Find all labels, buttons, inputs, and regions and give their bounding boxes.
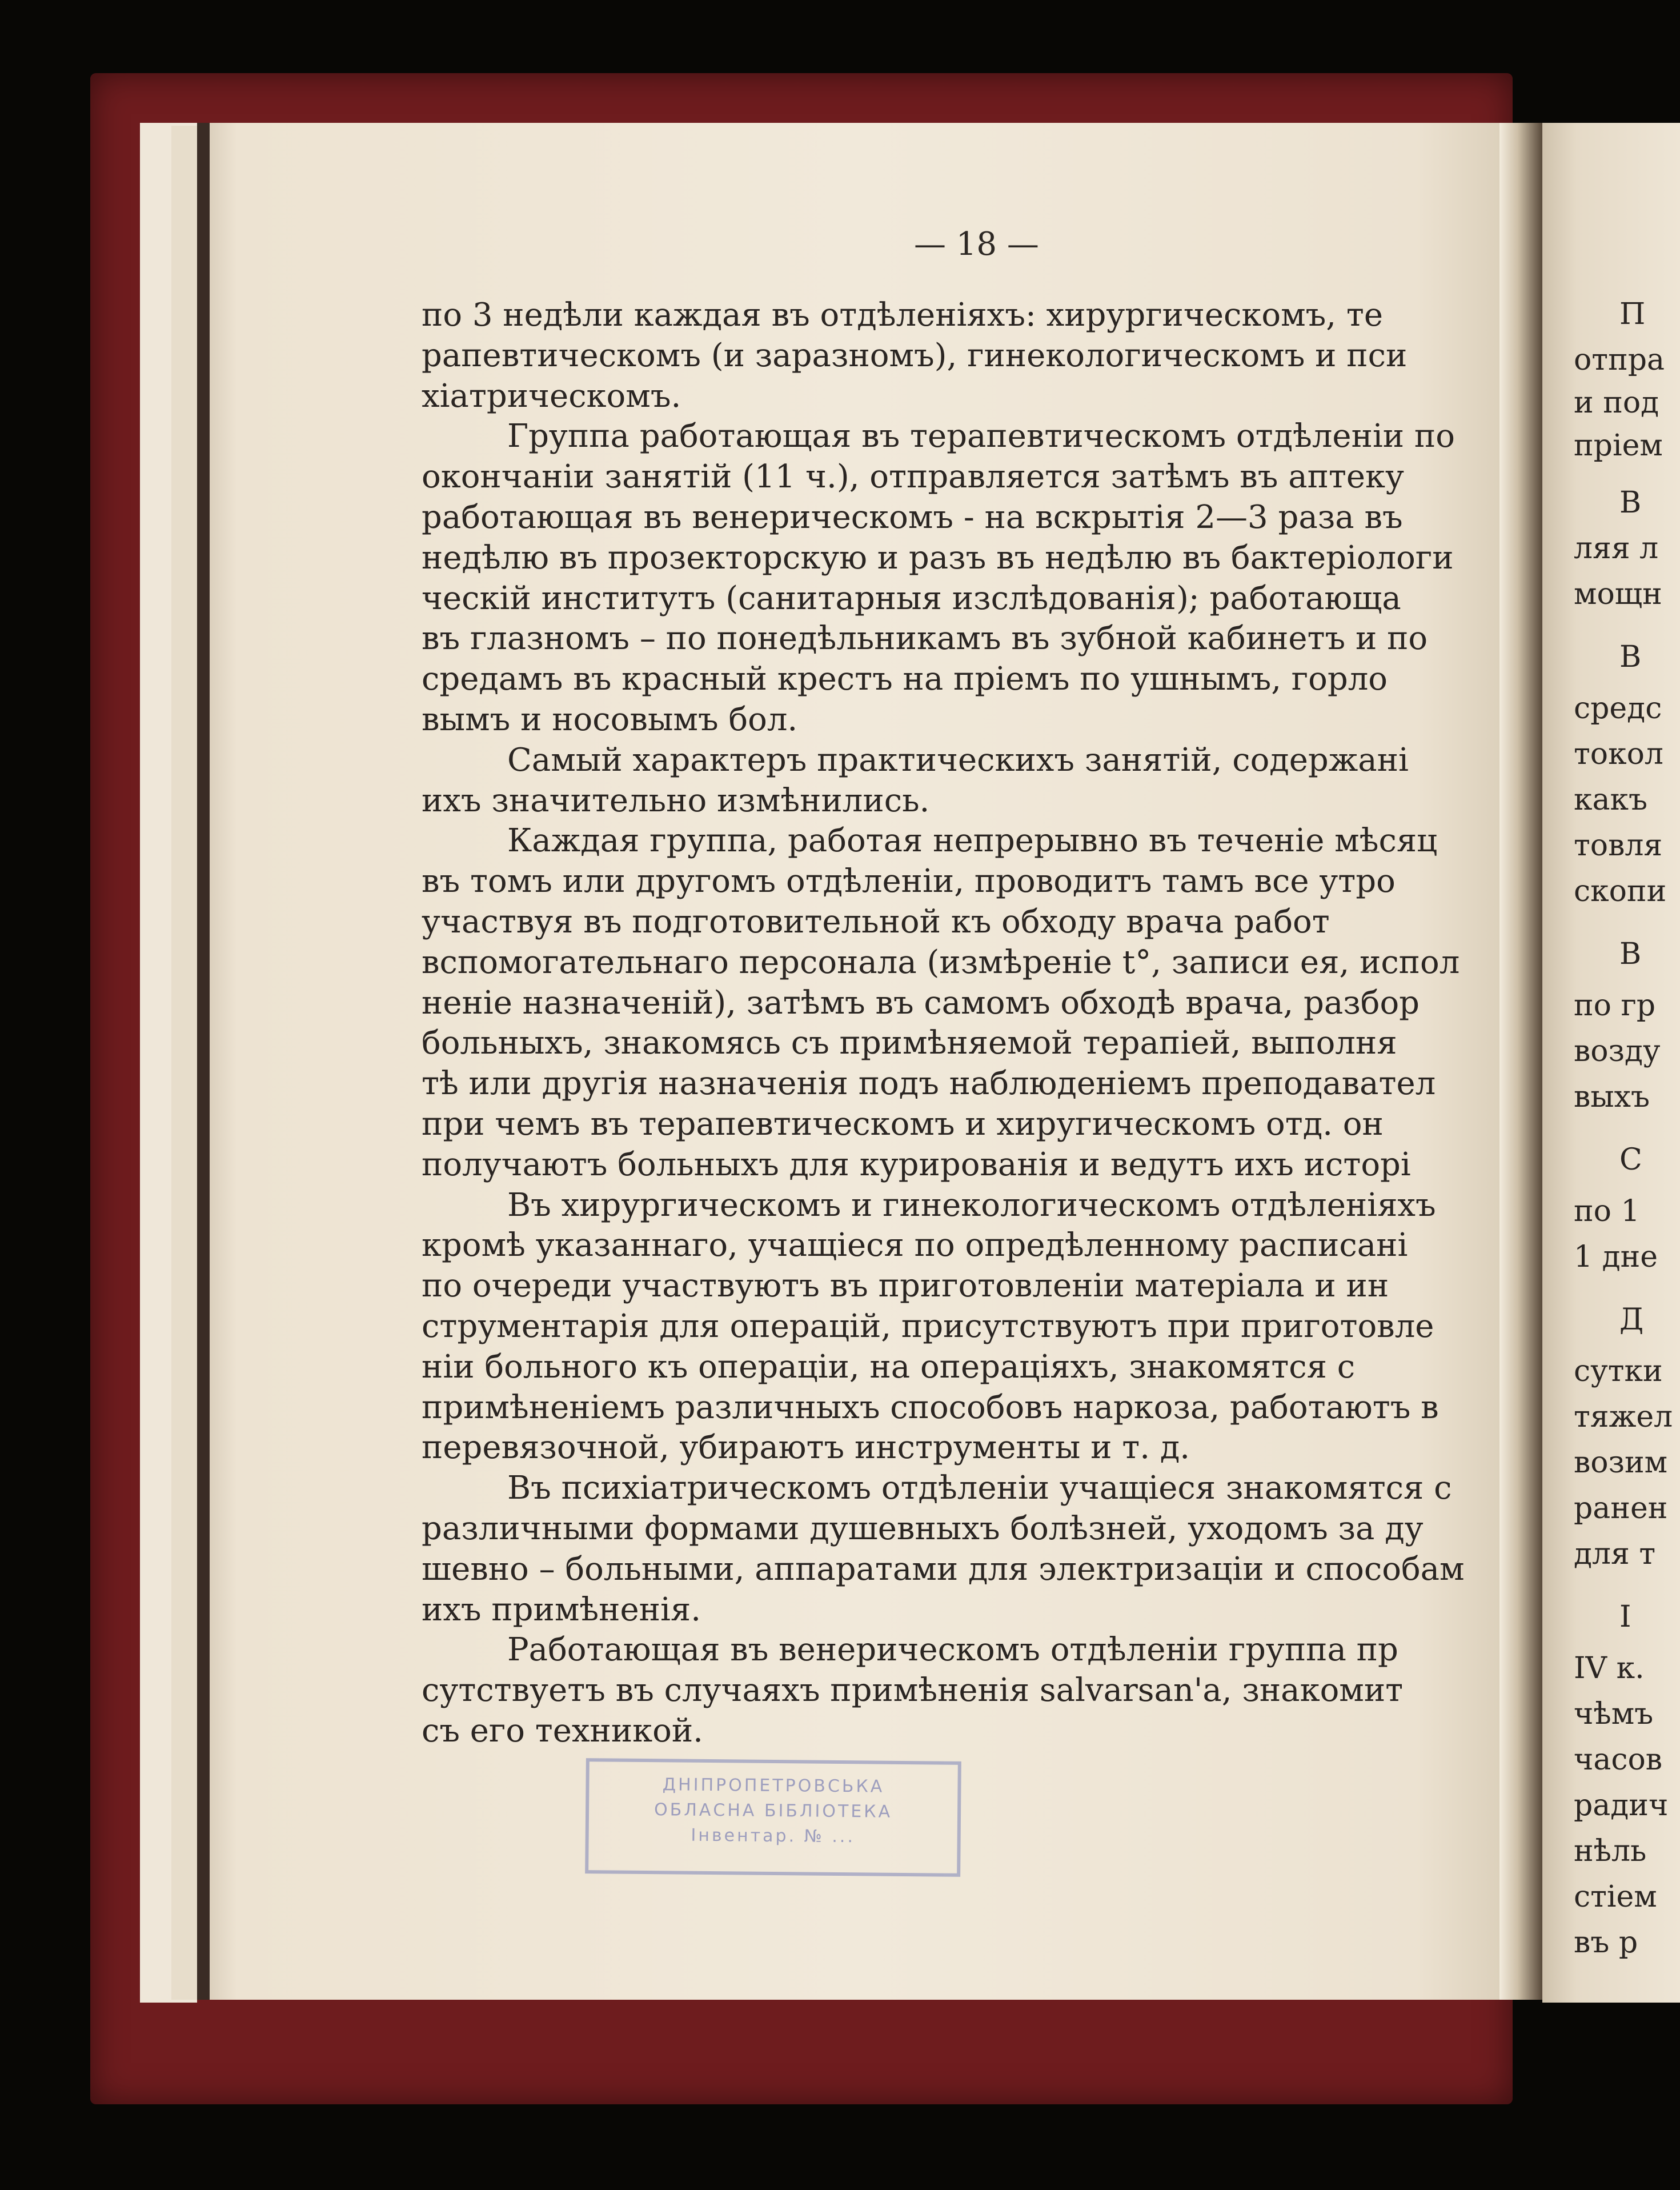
right-page-fragment: отпра bbox=[1574, 343, 1665, 377]
text-line: недѣлю въ прозекторскую и разъ въ недѣлю въ бактерiологи bbox=[422, 539, 1454, 576]
right-page-fragment: въ р bbox=[1574, 1925, 1638, 1960]
main-text-block bbox=[422, 297, 1507, 1754]
right-page-fragment: средс bbox=[1574, 691, 1662, 726]
text-line: съ его техникой. bbox=[422, 1712, 703, 1749]
text-line: Работающая въ венерическомъ отдѣленiи группа пр bbox=[507, 1631, 1398, 1669]
right-page-fragment: I bbox=[1619, 1600, 1631, 1634]
page-number: — 18 — bbox=[914, 226, 1039, 263]
text-line: Каждая группа, работая непрерывно въ теченiе мѣсяц bbox=[507, 822, 1438, 860]
right-page-fragment: и под bbox=[1574, 386, 1659, 420]
text-line: ческiй институтъ (санитарныя изслѣдованiя); работающа bbox=[422, 579, 1401, 617]
text-line: ненiе назначенiй), затѣмъ въ самомъ обходѣ врача, разбор bbox=[422, 984, 1420, 1022]
right-page-fragment: товля bbox=[1574, 828, 1663, 863]
text-line: перевязочной, убираютъ инструменты и т. д. bbox=[422, 1429, 1190, 1467]
right-page-text bbox=[1574, 297, 1680, 1960]
right-page-fragment: ранен bbox=[1574, 1491, 1668, 1526]
text-line: при чемъ въ терапевтическомъ и хиругическомъ отд. он bbox=[422, 1106, 1384, 1143]
page-stack-edge-inner bbox=[171, 126, 197, 2000]
text-line: струментарiя для операцiй, присутствуютъ при приготовле bbox=[422, 1308, 1434, 1345]
right-page-fragment: по гр bbox=[1574, 988, 1656, 1023]
right-page-fragment: IV к. bbox=[1574, 1651, 1645, 1685]
right-page-fragment: С bbox=[1619, 1143, 1642, 1177]
right-page-fragment: возду bbox=[1574, 1034, 1661, 1068]
text-line: вспомогательнаго персонала (измѣренiе t°, записи ея, испол bbox=[422, 943, 1460, 981]
text-line: ихъ примѣненiя. bbox=[422, 1591, 701, 1628]
text-line: рапевтическомъ (и заразномъ), гинекологическомъ и пси bbox=[422, 337, 1408, 374]
right-page-fragment: В bbox=[1619, 640, 1642, 674]
text-line: Въ хирургическомъ и гинекологическомъ отдѣленiяхъ bbox=[507, 1186, 1436, 1224]
text-line: тѣ или другiя назначенiя подъ наблюденiемъ преподавател bbox=[422, 1065, 1436, 1103]
right-page-fragment: часов bbox=[1574, 1743, 1663, 1777]
right-page-fragment: сутки bbox=[1574, 1354, 1663, 1388]
right-page-fragment: токол bbox=[1574, 737, 1663, 771]
text-line: нiи больного къ операцiи, на операцiяхъ, знакомятся с bbox=[422, 1348, 1356, 1386]
stamp-text-line: ДНIПРОПЕТРОВСЬКА bbox=[662, 1775, 885, 1797]
text-line: получаютъ больныхъ для курированiя и ведутъ ихъ исторi bbox=[422, 1146, 1411, 1183]
right-page-fragment: для т bbox=[1574, 1537, 1656, 1571]
text-line: ихъ значительно измѣнились. bbox=[422, 782, 930, 819]
text-line: окончанiи занятiй (11 ч.), отправляется затѣмъ въ аптеку bbox=[422, 458, 1405, 496]
text-line: по очереди участвуютъ въ приготовленiи матерiала и ин bbox=[422, 1267, 1389, 1305]
stamp-text-line: Iнвентар. № ... bbox=[691, 1825, 856, 1847]
text-line: больныхъ, знакомясь съ примѣняемой терапiей, выполня bbox=[422, 1024, 1397, 1062]
right-page-fragment: скопи bbox=[1574, 874, 1667, 908]
right-page-fragment: В bbox=[1619, 486, 1642, 520]
right-page-fragment: нѣль bbox=[1574, 1834, 1647, 1868]
text-line: Группа работающая въ терапевтическомъ отдѣленiи по bbox=[507, 418, 1455, 455]
text-line: хiатрическомъ. bbox=[422, 377, 681, 415]
right-page-fragment: какъ bbox=[1574, 783, 1648, 817]
right-page-fragment: выхъ bbox=[1574, 1080, 1650, 1114]
text-line: сутствуетъ въ случаяхъ примѣненiя salvarsan'a, знакомит bbox=[422, 1672, 1404, 1709]
right-page-fragment: мощн bbox=[1574, 577, 1662, 611]
text-line: шевно – больными, аппаратами для электризацiи и способам bbox=[422, 1550, 1465, 1588]
text-line: различными формами душевныхъ болѣзней, уходомъ за ду bbox=[422, 1510, 1424, 1547]
text-line: примѣненiемъ различныхъ способовъ наркоза, работаютъ в bbox=[422, 1388, 1439, 1426]
right-page-fragment: чѣмъ bbox=[1574, 1697, 1654, 1731]
stamp-text-line: ОБЛАСНА БIБЛIОТЕКА bbox=[653, 1800, 893, 1822]
text-line: Въ психiатрическомъ отдѣленiи учащiеся знакомятся с bbox=[507, 1470, 1452, 1507]
text-line: вымъ и носовымъ бол. bbox=[422, 701, 798, 738]
right-page-fragment: тяжел bbox=[1574, 1400, 1673, 1434]
right-page-fragment: стiем bbox=[1574, 1880, 1657, 1914]
right-page-fragment: прiем bbox=[1574, 429, 1663, 463]
text-line: участвуя въ подготовительной къ обходу врача работ bbox=[422, 903, 1330, 940]
text-line: Самый характеръ практическихъ занятiй, содержанi bbox=[507, 741, 1409, 779]
right-page-fragment: ляя л bbox=[1574, 531, 1659, 566]
right-page-fragment: В bbox=[1619, 937, 1642, 971]
right-page-fragment: по 1 bbox=[1574, 1194, 1640, 1228]
right-page-fragment: возим bbox=[1574, 1446, 1668, 1480]
text-line: въ томъ или другомъ отдѣленiи, проводитъ тамъ все утро bbox=[422, 863, 1396, 900]
right-page-fragment: Д bbox=[1619, 1303, 1644, 1337]
text-line: средамъ въ красный крестъ на прiемъ по ушнымъ, горло bbox=[422, 660, 1388, 698]
text-line: въ глазномъ – по понедѣльникамъ въ зубной кабинетъ и по bbox=[422, 620, 1428, 658]
library-stamp bbox=[585, 1758, 961, 1877]
right-page-fragment: П bbox=[1619, 297, 1646, 331]
right-page-fragment: радич bbox=[1574, 1788, 1669, 1823]
right-page-fragment: 1 дне bbox=[1574, 1240, 1658, 1274]
left-page-border bbox=[197, 123, 210, 2000]
text-line: по 3 недѣли каждая въ отдѣленiяхъ: хирургическомъ, те bbox=[422, 297, 1384, 334]
text-line: работающая въ венерическомъ - на вскрытiя 2—3 раза въ bbox=[422, 499, 1403, 536]
text-line: кромѣ указаннаго, учащiеся по опредѣленному расписанi bbox=[422, 1227, 1408, 1264]
